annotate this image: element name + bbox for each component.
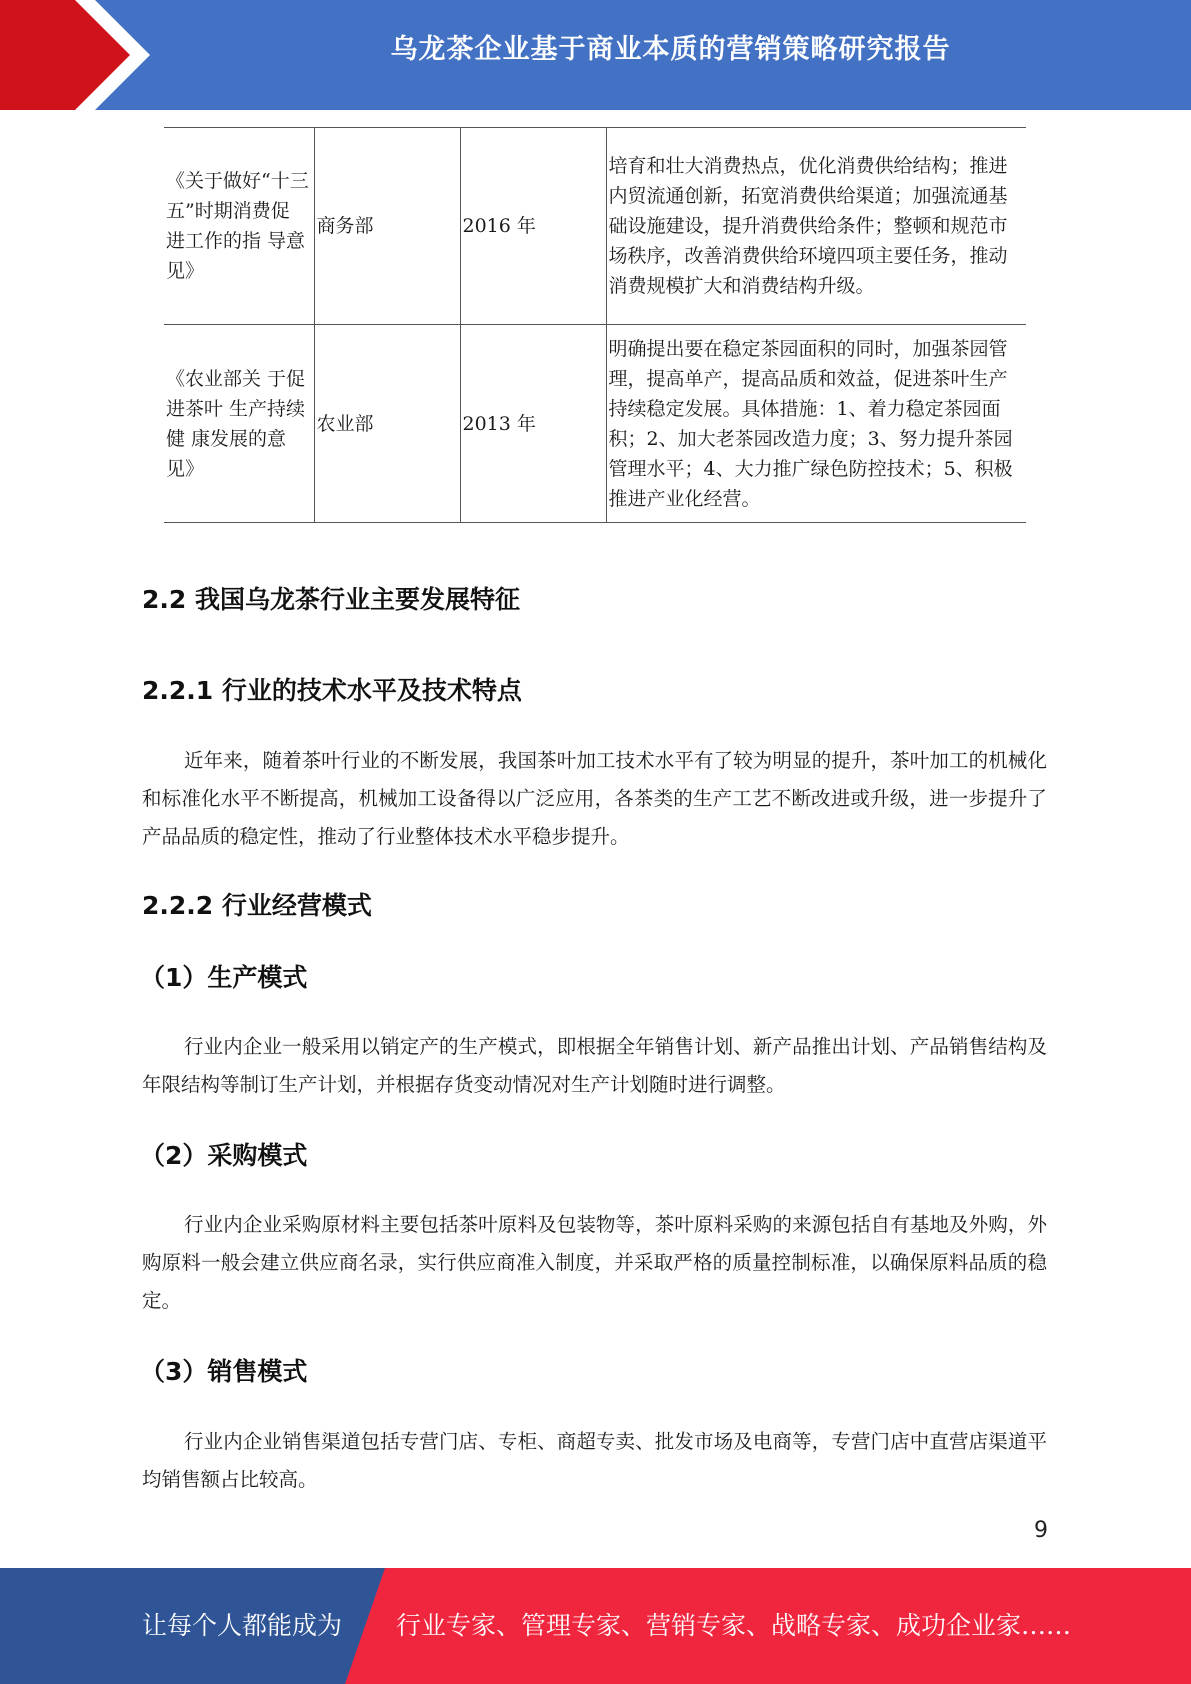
footer-slogan-right: 行业专家、管理专家、营销专家、战略专家、成功企业家…… <box>396 1611 1072 1640</box>
paragraph-sales-mode: 行业内企业销售渠道包括专营门店、专柜、商超专卖、批发市场及电商等，专营门店中直营店渠道平均销售额占比较高。 <box>142 1430 1047 1491</box>
paragraph-procurement-mode: 行业内企业采购原材料主要包括茶叶原料及包装物等，茶叶原料采购的来源包括自有基地及外购，外购原料一般会建立供应商名录，实行供应商准入制度，并采取严格的质量控制标准，以确保原料品质的稳定。 <box>142 1213 1047 1312</box>
subheading-procurement-mode: （2）采购模式 <box>140 1141 308 1170</box>
section-heading-2-2-2: 2.2.2 行业经营模式 <box>142 891 372 920</box>
section-heading-2-2: 2.2 我国乌龙茶行业主要发展特征 <box>142 585 520 614</box>
document-title: 乌龙茶企业基于商业本质的营销策略研究报告 <box>390 34 951 65</box>
table-row <box>164 128 1026 325</box>
header-chevron-decoration <box>0 0 160 110</box>
policy-name-cell: 《关于做好“十三五”时期消费促 进工作的指 导意见》 <box>164 128 314 325</box>
department-cell: 农业部 <box>314 325 460 523</box>
subheading-production-mode: （1）生产模式 <box>140 963 308 992</box>
policy-name-cell: 《农业部关 于促进茶叶 生产持续健 康发展的意 见》 <box>164 325 314 523</box>
footer-slogan-left: 让每个人都能成为 <box>142 1611 343 1640</box>
section-heading-2-2-1: 2.2.1 行业的技术水平及技术特点 <box>142 676 522 705</box>
policy-table <box>164 127 1026 523</box>
subheading-sales-mode: （3）销售模式 <box>140 1357 308 1386</box>
description-cell: 明确提出要在稳定茶园面积的同时，加强茶园管理，提高单产，提高品质和效益，促进茶叶生产持续稳定发展。具体措施：1、着力稳定茶园面积；2、加大老茶园改造力度；3、努力提升茶园管理水平；4、大力推广绿色防控技术；5、积极推进产业化经营。 <box>606 325 1026 523</box>
paragraph-technology: 近年来，随着茶叶行业的不断发展，我国茶叶加工技术水平有了较为明显的提升，茶叶加工的机械化和标准化水平不断提高，机械加工设备得以广泛应用，各茶类的生产工艺不断改进或升级，进一步提升了产品品质的稳定性，推动了行业整体技术水平稳步提升。 <box>142 749 1047 848</box>
year-cell: 2016 年 <box>460 128 606 325</box>
paragraph-production-mode: 行业内企业一般采用以销定产的生产模式，即根据全年销售计划、新产品推出计划、产品销售结构及年限结构等制订生产计划，并根据存货变动情况对生产计划随时进行调整。 <box>142 1035 1047 1096</box>
page-header <box>0 0 1191 110</box>
year-cell: 2013 年 <box>460 325 606 523</box>
description-cell: 培育和壮大消费热点，优化消费供给结构；推进内贸流通创新，拓宽消费供给渠道；加强流通基础设施建设，提升消费供给条件；整顿和规范市场秩序，改善消费供给环境四项主要任务，推动消费规模扩大和消费结构升级。 <box>606 128 1026 325</box>
page-number: 9 <box>1034 1518 1048 1543</box>
table-row <box>164 325 1026 523</box>
page-footer <box>0 1568 1191 1684</box>
department-cell: 商务部 <box>314 128 460 325</box>
